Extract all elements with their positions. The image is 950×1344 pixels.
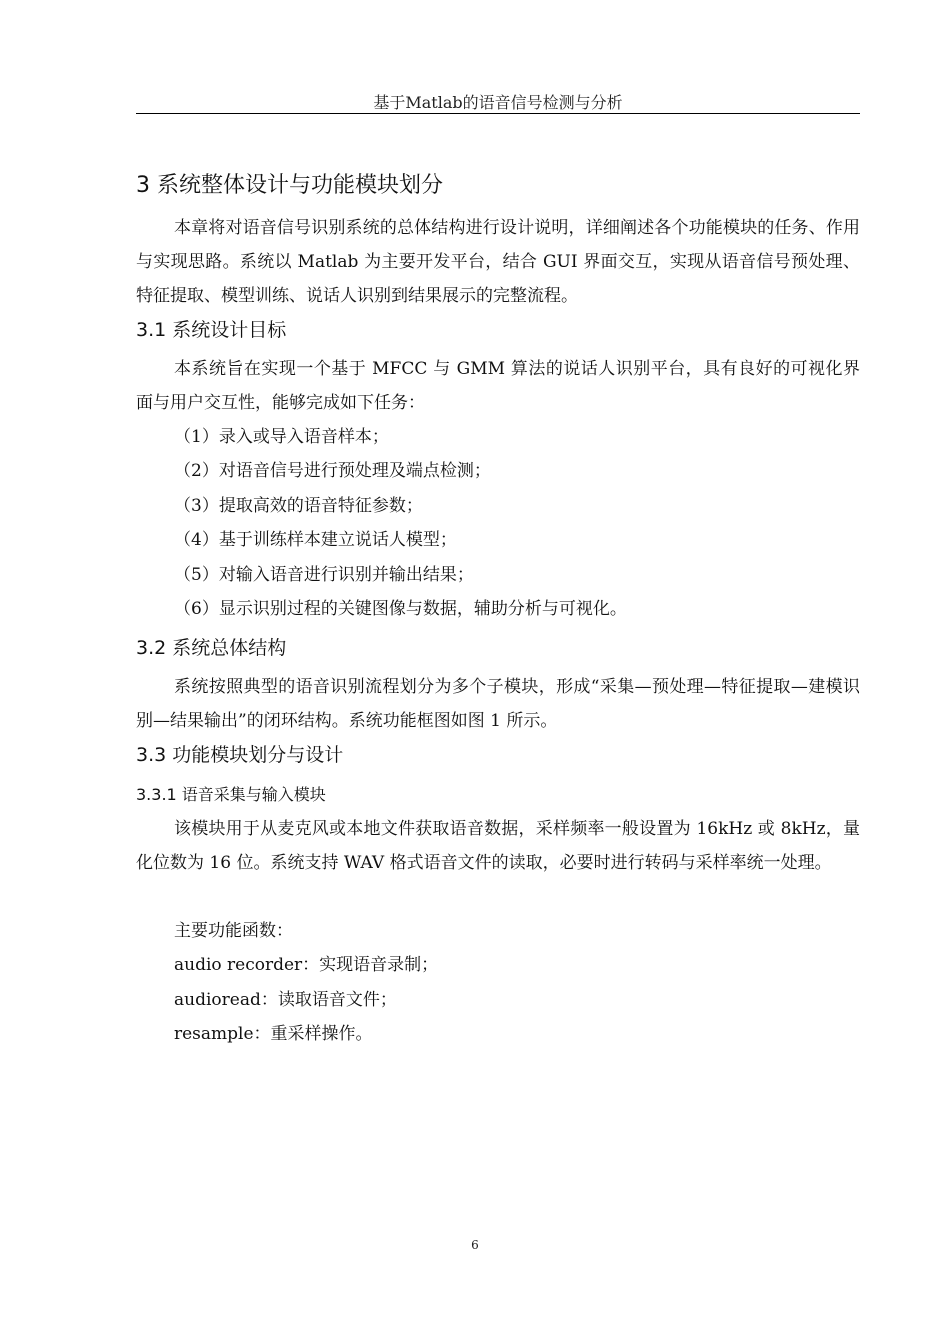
task-list-item: （5）对输入语音进行识别并输出结果；: [174, 565, 474, 585]
subsection-3-3-1-heading: 3.3.1 语音采集与输入模块: [136, 785, 326, 804]
section-3-1-paragraph: 本系统旨在实现一个基于 MFCC 与 GMM 算法的说话人识别平台，具有良好的可视化界面与用户交互性，能够完成如下任务：: [136, 359, 860, 413]
page-header: 基于Matlab的语音信号检测与分析: [136, 93, 860, 114]
section-3-2-paragraph: 系统按照典型的语音识别流程划分为多个子模块，形成“采集—预处理—特征提取—建模识别—结果输出”的闭环结构。系统功能框图如图 1 所示。: [136, 677, 860, 731]
section-3-3-heading: 3.3 功能模块划分与设计: [136, 744, 344, 766]
function-item: audio recorder：实现语音录制；: [174, 955, 439, 975]
function-item: resample：重采样操作。: [174, 1024, 373, 1044]
section-3-2-heading: 3.2 系统总体结构: [136, 637, 287, 659]
task-list-item: （4）基于训练样本建立说话人模型；: [174, 530, 457, 550]
section-3-1-heading: 3.1 系统设计目标: [136, 319, 287, 341]
task-list-item: （3）提取高效的语音特征参数；: [174, 496, 423, 516]
task-list-item: （2）对语音信号进行预处理及端点检测；: [174, 461, 491, 481]
task-list-item: （6）显示识别过程的关键图像与数据，辅助分析与可视化。: [174, 599, 627, 619]
function-item: audioread：读取语音文件；: [174, 990, 397, 1010]
task-list-item: （1）录入或导入语音样本；: [174, 427, 389, 447]
subsection-3-3-1-paragraph: 该模块用于从麦克风或本地文件获取语音数据，采样频率一般设置为 16kHz 或 8kHz，量化位数为 16 位。系统支持 WAV 格式语音文件的读取，必要时进行转码与采样率统一处理。: [136, 819, 860, 873]
chapter-intro-paragraph: 本章将对语音信号识别系统的总体结构进行设计说明，详细阐述各个功能模块的任务、作用与实现思路。系统以 Matlab 为主要开发平台，结合 GUI 界面交互，实现从语音信号预处理、特征提取、模型训练、说话人识别到结果展示的完整流程。: [136, 218, 860, 306]
functions-label: 主要功能函数：: [174, 921, 293, 941]
chapter-heading: 3 系统整体设计与功能模块划分: [136, 173, 443, 198]
page-number: 6: [471, 1238, 479, 1252]
